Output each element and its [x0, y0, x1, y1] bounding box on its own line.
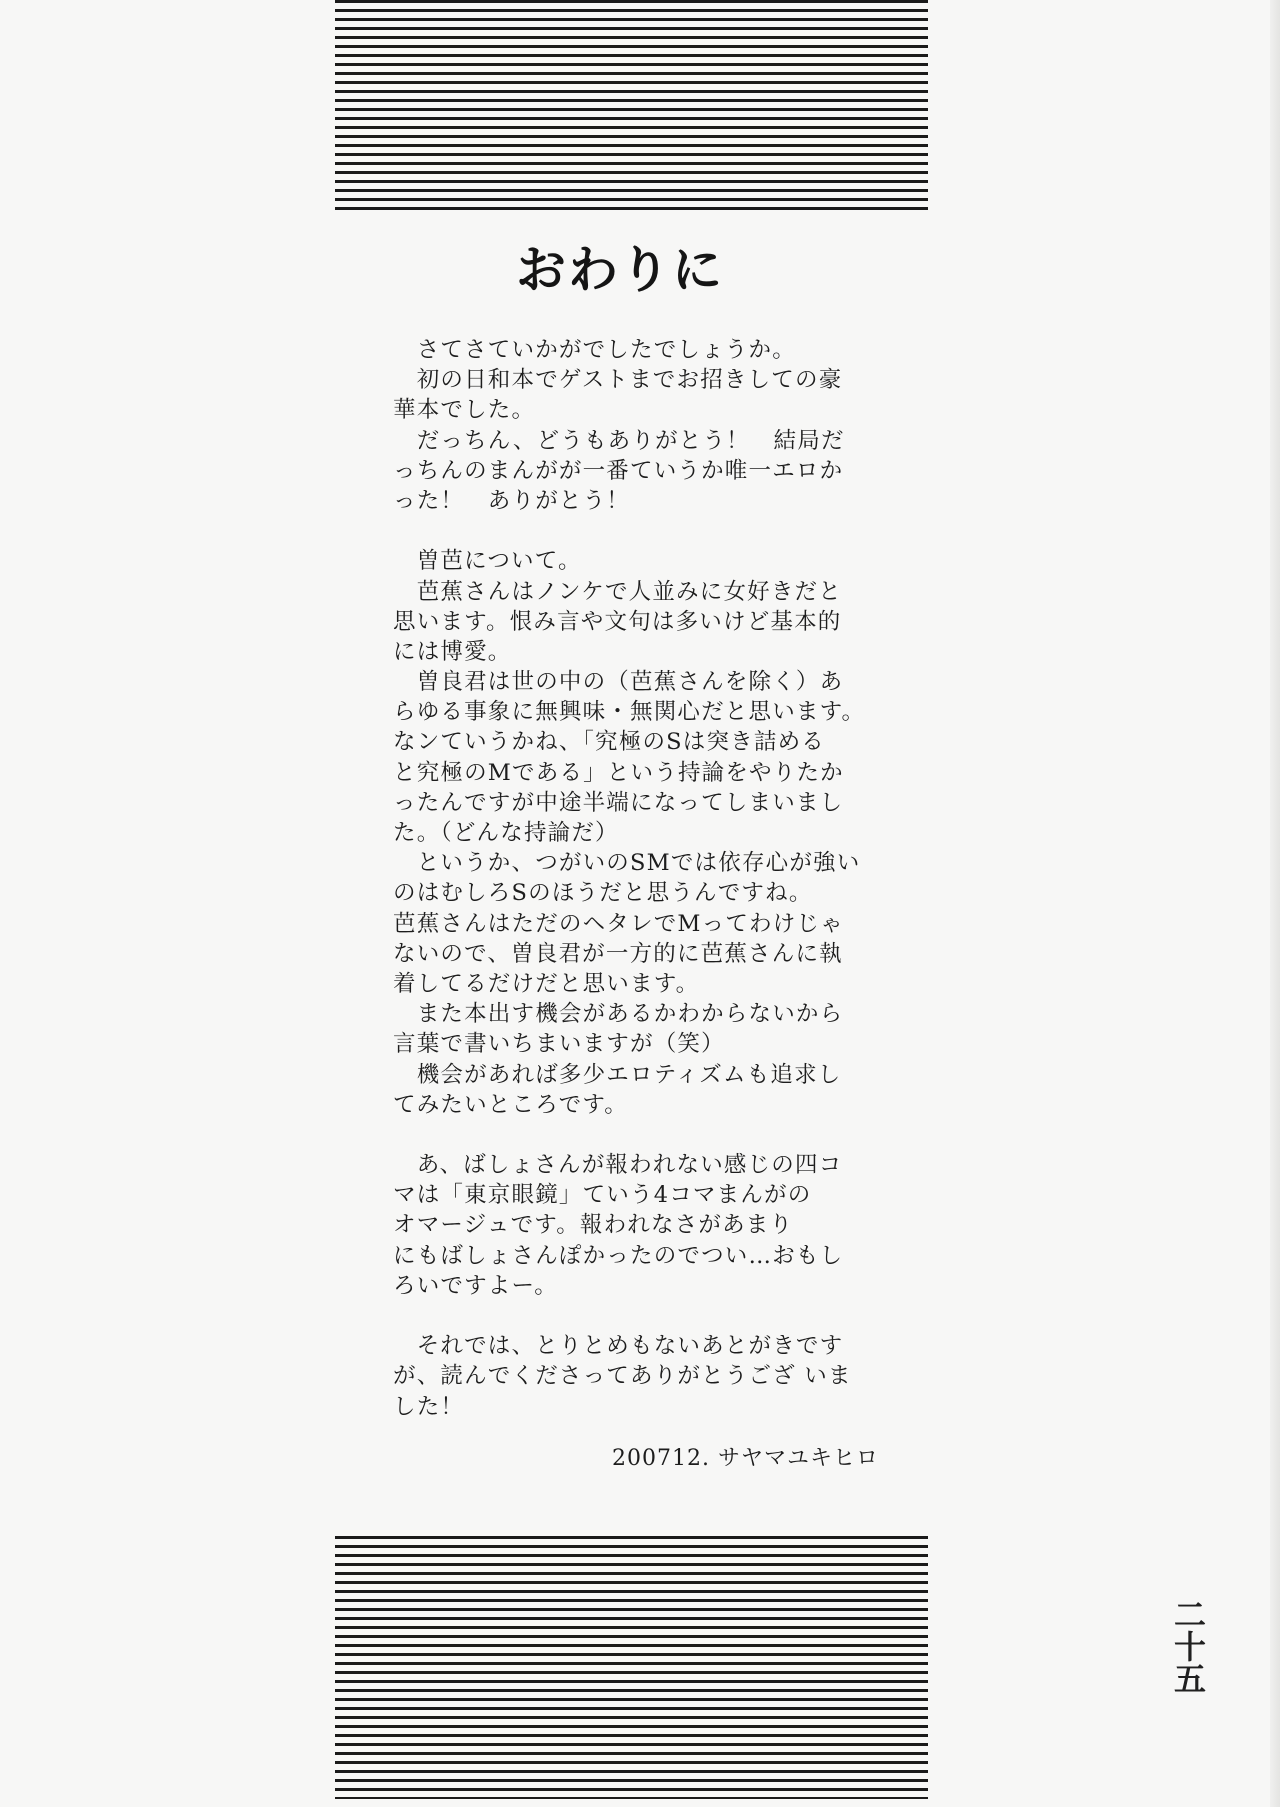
page-title: おわりに — [516, 241, 724, 299]
text-line: 思います。恨み言や文句は多いけど基本的 — [393, 608, 842, 635]
header-stripes — [335, 0, 928, 213]
text-line: ないので、曽良君が一方的に芭蕉さんに執 — [393, 940, 843, 967]
text-line: のはむしろSのほうだと思うんですね。 — [393, 880, 813, 907]
text-line: オマージュです。報われなさがあまり — [393, 1212, 794, 1239]
text-line: と究極のMである」という持論をやりたか — [393, 759, 844, 786]
text-line: 芭蕉さんはノンケで人並みに女好きだと — [393, 578, 842, 605]
text-line — [393, 1120, 883, 1150]
text-line: ろいですよー。 — [393, 1272, 559, 1299]
text-line: それでは、とりとめもないあとがきです — [393, 1333, 844, 1360]
text-line: ったんですが中途半端になってしまいまし — [393, 789, 844, 816]
text-line: 機会があれば多少エロティズムも追求し — [393, 1061, 842, 1088]
afterword-body — [393, 335, 883, 1422]
text-line: 曽芭について。 — [393, 548, 582, 575]
footer-stripes — [335, 1536, 928, 1799]
page-number: 二十五 — [1169, 1598, 1207, 1694]
text-line: 芭蕉さんはただのヘタレでMってわけじゃ — [393, 910, 844, 937]
text-line: なンていうかね、「究極のSは突き詰める — [393, 729, 825, 756]
text-line: にもばしょさんぽかったのでつい…おもし — [393, 1242, 844, 1269]
text-line: 初の日和本でゲストまでお招きしての豪 — [393, 367, 843, 394]
text-line — [393, 1301, 883, 1331]
text-line: マは「東京眼鏡」ていう4コマまんがの — [393, 1182, 812, 1209]
text-line: た。（どんな持論だ） — [393, 820, 619, 846]
text-line: 着してるだけだと思います。 — [393, 970, 700, 997]
text-line — [393, 516, 883, 546]
text-line: 言葉で書いちまいますが（笑） — [393, 1031, 725, 1058]
text-line: だっちん、どうもありがとう！ 結局だ — [393, 427, 845, 454]
text-line: 華本でした。 — [393, 397, 536, 424]
text-line: が、読んでくださってありがとうござ いま — [393, 1363, 852, 1390]
page-edge — [1270, 0, 1280, 1807]
text-line: には博愛。 — [393, 638, 512, 665]
text-line: らゆる事象に無興味・無関心だと思います。 — [393, 699, 866, 726]
text-line: った！ ありがとう！ — [393, 487, 631, 514]
text-line: また本出す機会があるかわからないから — [393, 1001, 844, 1028]
text-line: っちんのまんがが一番ていうか唯一エロか — [393, 457, 844, 484]
text-line: 曽良君は世の中の（芭蕉さんを除く）あ — [393, 669, 844, 696]
text-line: した！ — [393, 1393, 465, 1420]
text-line: てみたいところです。 — [393, 1091, 628, 1118]
text-line: というか、つがいのSMでは依存心が強い — [393, 850, 861, 877]
text-line: あ、ばしょさんが報われない感じの四コ — [393, 1152, 843, 1179]
text-line: さてさていかがでしたでしょうか。 — [393, 337, 796, 363]
signature: 200712. サヤマユキヒロ — [612, 1446, 879, 1471]
